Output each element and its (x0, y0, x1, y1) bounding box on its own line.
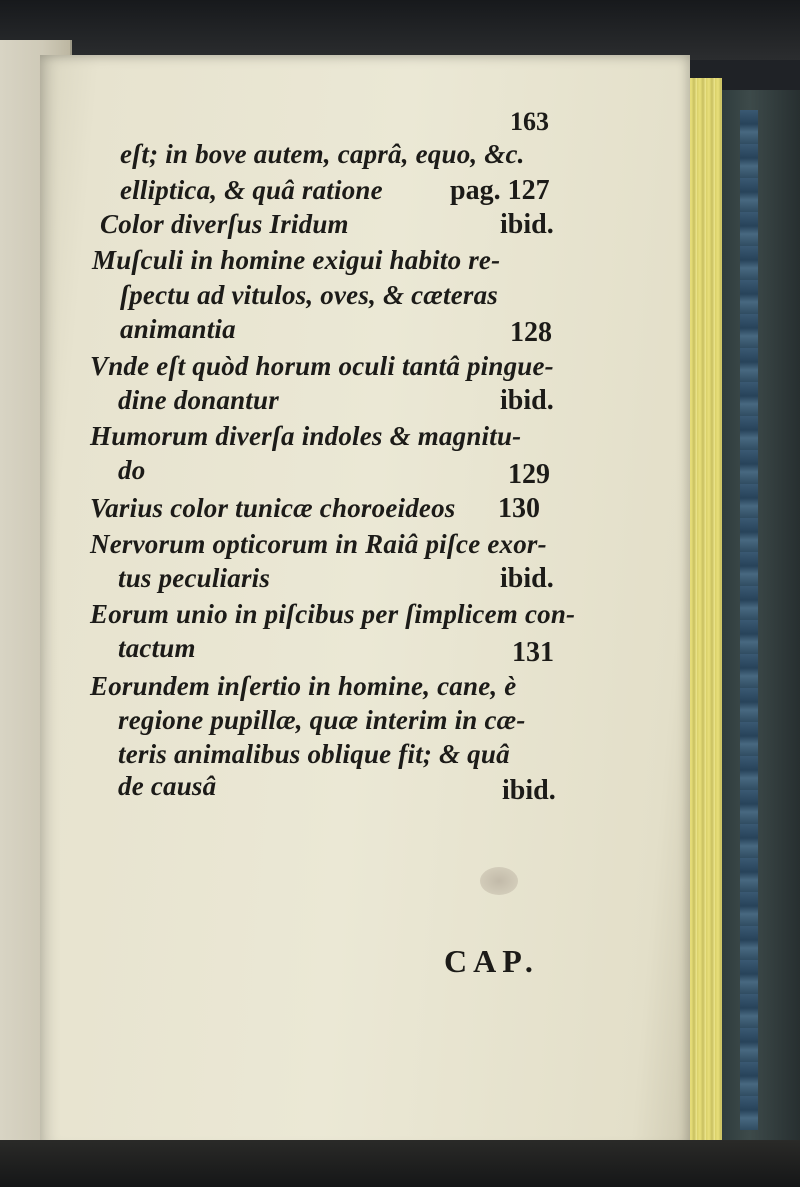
entry-ref: ibid. (500, 385, 554, 416)
entry-line: ſpectu ad vitulos, oves, & cæteras (120, 280, 498, 310)
cover-marbling (740, 110, 758, 1130)
entry-line: teris animalibus oblique fit; & quâ (118, 739, 510, 769)
dark-background-top (0, 0, 800, 60)
book-page (40, 55, 690, 1150)
entry-line: dine donantur (118, 385, 279, 415)
entry-ref: ibid. (500, 563, 554, 594)
chapter-catchword: CAP. (444, 943, 539, 979)
entry-line: Eorum unio in piſcibus per ſimplicem con- (90, 599, 576, 629)
entry-ref: 130 (498, 493, 540, 524)
entry-line: elliptica, & quâ ratione (120, 175, 383, 205)
page-number: 163 (510, 107, 549, 136)
entry-ref: 129 (508, 459, 550, 490)
entry-line: do (118, 455, 146, 485)
entry-line: tactum (118, 633, 196, 663)
entry-line: Nervorum opticorum in Raiâ piſce exor- (90, 529, 547, 559)
entry-line: Muſculi in homine exigui habito re- (92, 245, 501, 275)
entry-line: Vnde eſt quòd horum oculi tantâ pingue- (90, 351, 554, 381)
book-cover (716, 90, 800, 1150)
entry-ref: 128 (510, 317, 552, 348)
entry-line: Color diverſus Iridum (100, 209, 349, 239)
entry-ref: 131 (512, 637, 554, 668)
dark-background-bottom (0, 1140, 800, 1187)
entry-line: animantia (120, 314, 236, 344)
entry-ref: ibid. (500, 209, 554, 240)
entry-line: Varius color tunicæ choroeideos (90, 493, 456, 523)
entry-line: regione pupillæ, quæ interim in cæ- (118, 705, 526, 735)
entry-line: tus peculiaris (118, 563, 271, 593)
entry-line: Eorundem inſertio in homine, cane, è (90, 671, 517, 701)
entry-ref: pag. 127 (450, 175, 550, 206)
entry-line: de causâ (118, 771, 217, 801)
ink-stain (480, 867, 518, 895)
entry-line: Humorum diverſa indoles & magnitu- (90, 421, 522, 451)
entry-line: eſt; in bove autem, caprâ, equo, &c. (120, 139, 525, 169)
page-text (40, 55, 690, 1150)
entry-ref: ibid. (502, 775, 556, 806)
